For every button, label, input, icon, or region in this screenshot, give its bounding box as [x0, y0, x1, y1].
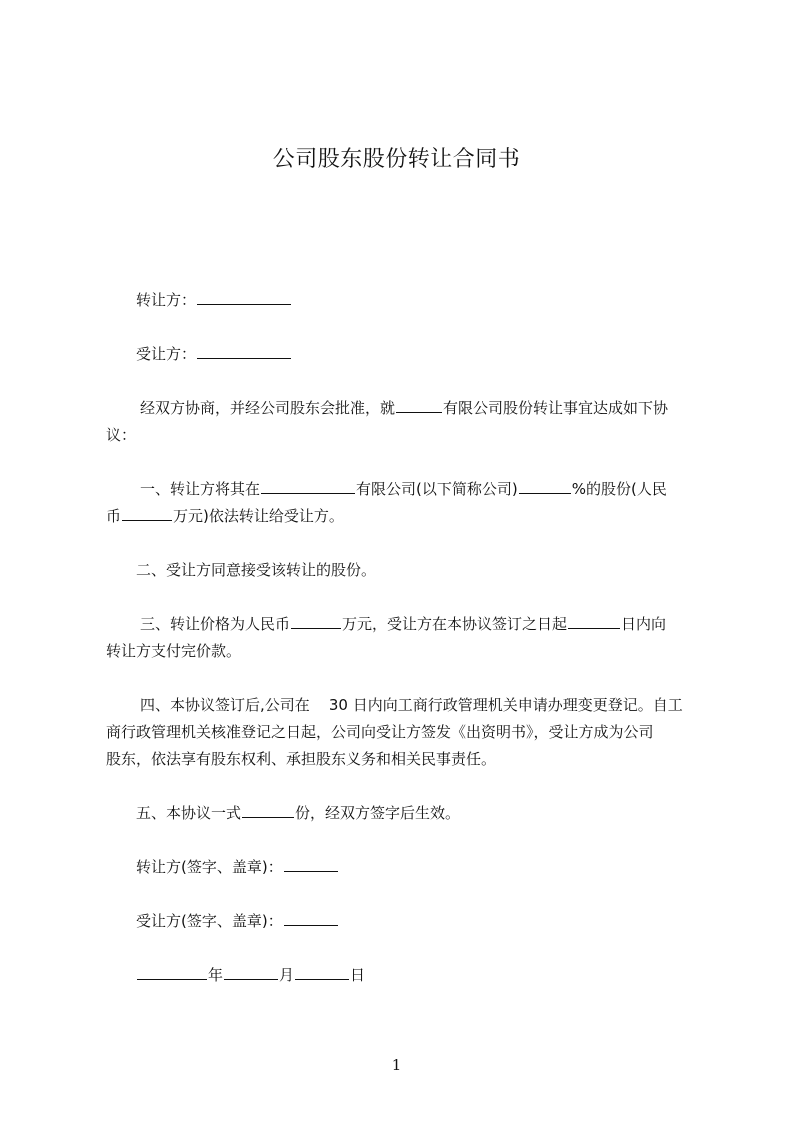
clause5-line [136, 802, 460, 824]
clause1-text-c: %的股份(人民 [571, 480, 667, 498]
clause4-line-3: 股东，依法享有股东权利、承担股东义务和相关民事责任。 [106, 750, 497, 768]
transferor-blank [197, 290, 291, 305]
transferor-line [136, 289, 292, 311]
transferee-blank [197, 344, 291, 359]
clause3-text-a: 三、转让价格为人民币 [140, 615, 291, 633]
intro-line-1 [140, 397, 668, 419]
intro-text-a: 经双方协商，并经公司股东会批准，就 [140, 399, 396, 417]
date-line [136, 964, 365, 986]
transferor-label: 转让方： [136, 291, 197, 309]
clause1-line-2 [106, 505, 344, 527]
clause1-text-b: 有限公司(以下简称公司) [356, 480, 518, 498]
clause1-text-e: 万元)依法转让给受让方。 [173, 507, 344, 525]
date-day-label: 日 [350, 966, 366, 984]
date-month-label: 月 [279, 966, 295, 984]
date-day-blank [295, 965, 349, 980]
clause1-amount-blank [122, 506, 172, 521]
clause2-line: 二、受让方同意接受该转让的股份。 [136, 561, 377, 579]
clause1-text-d: 币 [106, 507, 122, 525]
sign-transferee-blank [284, 911, 338, 926]
sign-transferee-line [136, 910, 339, 932]
clause3-text-c: 日内向 [621, 615, 667, 633]
date-year-blank [137, 965, 207, 980]
transferee-label: 受让方： [136, 345, 197, 363]
clause5-copies-blank [242, 803, 294, 818]
page-number: 1 [391, 1056, 402, 1074]
clause3-days-blank [568, 614, 620, 629]
intro-text-b: 有限公司股份转让事宜达成如下协 [443, 399, 669, 417]
transferee-line [136, 343, 292, 365]
clause3-text-b: 万元，受让方在本协议签订之日起 [342, 615, 568, 633]
clause1-percent-blank [519, 479, 571, 494]
document-title: 公司股东股份转让合同书 [272, 147, 521, 172]
clause1-text-a: 一、转让方将其在 [140, 480, 261, 498]
date-month-blank [224, 965, 278, 980]
clause3-line-2: 转让方支付完价款。 [106, 642, 242, 660]
clause5-text-a: 五、本协议一式 [136, 804, 242, 822]
date-year-label: 年 [208, 966, 224, 984]
sign-transferor-blank [284, 857, 338, 872]
clause4-line-1: 四、本协议签订后,公司在 30 日内向工商行政管理机关申请办理变更登记。自工 [140, 696, 683, 714]
clause3-line-1 [140, 613, 666, 635]
sign-transferee-label: 受让方(签字、盖章)： [136, 912, 283, 930]
clause5-text-b: 份，经双方签字后生效。 [295, 804, 461, 822]
sign-transferor-line [136, 856, 339, 878]
intro-company-blank [396, 398, 442, 413]
clause1-company-blank [261, 479, 355, 494]
clause4-line-2: 商行政管理机关核准登记之日起，公司向受让方签发《出资明书》，受让方成为公司 [106, 723, 654, 741]
intro-line-2: 议： [106, 426, 137, 444]
sign-transferor-label: 转让方(签字、盖章)： [136, 858, 283, 876]
clause3-price-blank [291, 614, 341, 629]
clause1-line-1 [140, 478, 667, 500]
